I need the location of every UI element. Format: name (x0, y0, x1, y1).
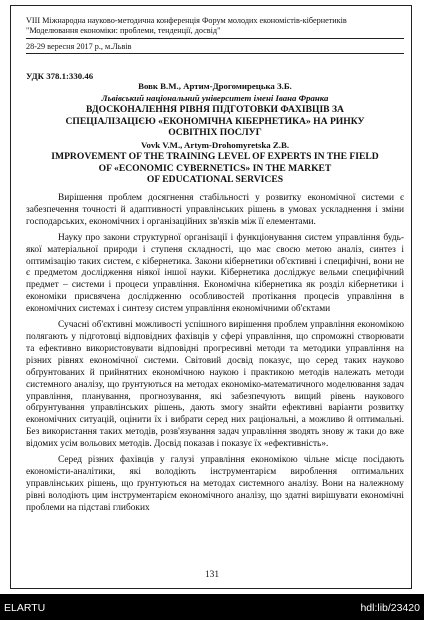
conference-header-line-2: "Моделювання економіки: проблеми, тенденції, досвід" (26, 26, 221, 35)
authors-ua: Вовк В.М., Артим-Дрогомирецька З.Б. (138, 81, 292, 91)
title-ua (26, 104, 404, 139)
title-en (26, 151, 404, 186)
handle-identifier: hdl:lib/23420 (360, 602, 420, 614)
body-paragraph: Науку про закони структурної організації і функціонування систем управління будь-якої матеріальної природи і ступеня складності, що має своєю метою аналіз, синтез і оптимізацію таких систем, є кібернетика. Закони кібернетики об'єктивні і специфічні, вони не є предметом дослідження ніякої іншої науки. Кібернетика досліджує вельми специфічний предмет – системи і процеси управління. Економічна кібернетика як розділ кібернетики і економіки присвячена дослідженню особливостей протікання процесів управління в економічних системах і синтезу систем управління економічними об'єктами (26, 232, 404, 315)
body-paragraph: Сучасні об'єктивні можливості успішного вирішення проблем управління економікою полягають у підготовці відповідних фахівців у сфері управління, що спроможні створювати та ефективно використовувати відповідні прогресивні методи та методики управління на різних рівнях економічної системи. Світовий досвід показує, що серед таких науково обґрунтованих й прийнятних економічною наукою і практикою методів належать методи системного аналізу, що ґрунтуються на методах економіко-математичного моделювання задач управління, планування, прогнозування, які забезпечують вищий рівень наукового обґрунтування управлінських рішень, дають змогу знайти ефективні варіанти розвитку економічних ситуацій, оцінити їх і вибрати серед них раціональні, а можливо й оптимальні. Без використання таких методів, розв'язування задач управління зводять знову ж таки до вже відомих усім вольових методів. Досвід показав і показує їх «ефективність». (26, 320, 404, 450)
repository-name: ELARTU (4, 602, 46, 614)
page-number: 131 (204, 570, 220, 580)
authors-en: Vovk V.M., Artym-Drohomyretska Z.B. (140, 140, 290, 150)
body-paragraph: Вирішення проблем досягнення стабільності у розвитку економічної системи є забезпечення точності й адаптивності управлінських рішень в умовах ускладнення і зміни господарських, економічних і організаційних зв'язків між її елементами. (26, 193, 404, 227)
udk-code: УДК 378.1:330.46 (26, 71, 94, 81)
repository-footer-bar (0, 594, 424, 620)
header-rule-bottom (26, 53, 404, 54)
conference-header-line-1: VIII Міжнародна науково-методична конференція Форум молодих економістів-кібернетиків (26, 16, 347, 25)
title-ua-line: СПЕЦІАЛІЗАЦІЄЮ «ЕКОНОМІЧНА КІБЕРНЕТИКА» НА РИНКУ (65, 115, 365, 127)
conference-date-place: 28-29 вересня 2017 р., м.Львів (26, 42, 132, 51)
title-en-line: OF EDUCATIONAL SERVICES (146, 174, 284, 186)
affiliation-ua: Львівський національний університет імені Івана Франка (101, 93, 329, 103)
article-body (26, 193, 404, 519)
body-paragraph: Серед різних фахівців у галузі управління економікою чільне місце посідають економісти-аналітики, які володіють інструментарієм вироблення оптимальних управлінських рішень, що ґрунтуються на методах системного аналізу. Вони на належному рівні володіють цим інструментарієм економічного аналізу, що здатні вирішувати економічні проблеми на підставі глибоких (26, 455, 404, 513)
title-en-line: IMPROVEMENT OF THE TRAINING LEVEL OF EXPERTS IN THE FIELD (51, 151, 379, 162)
title-en-line: OF «ECONOMIC CYBERNETICS» IN THE MARKET (98, 162, 332, 174)
title-ua-line: ВДОСКОНАЛЕННЯ РІВНЯ ПІДГОТОВКИ ФАХІВЦІВ ЗА (86, 104, 344, 115)
title-ua-line: ОСВІТНІХ ПОСЛУГ (168, 127, 262, 139)
header-rule-top (26, 38, 404, 39)
